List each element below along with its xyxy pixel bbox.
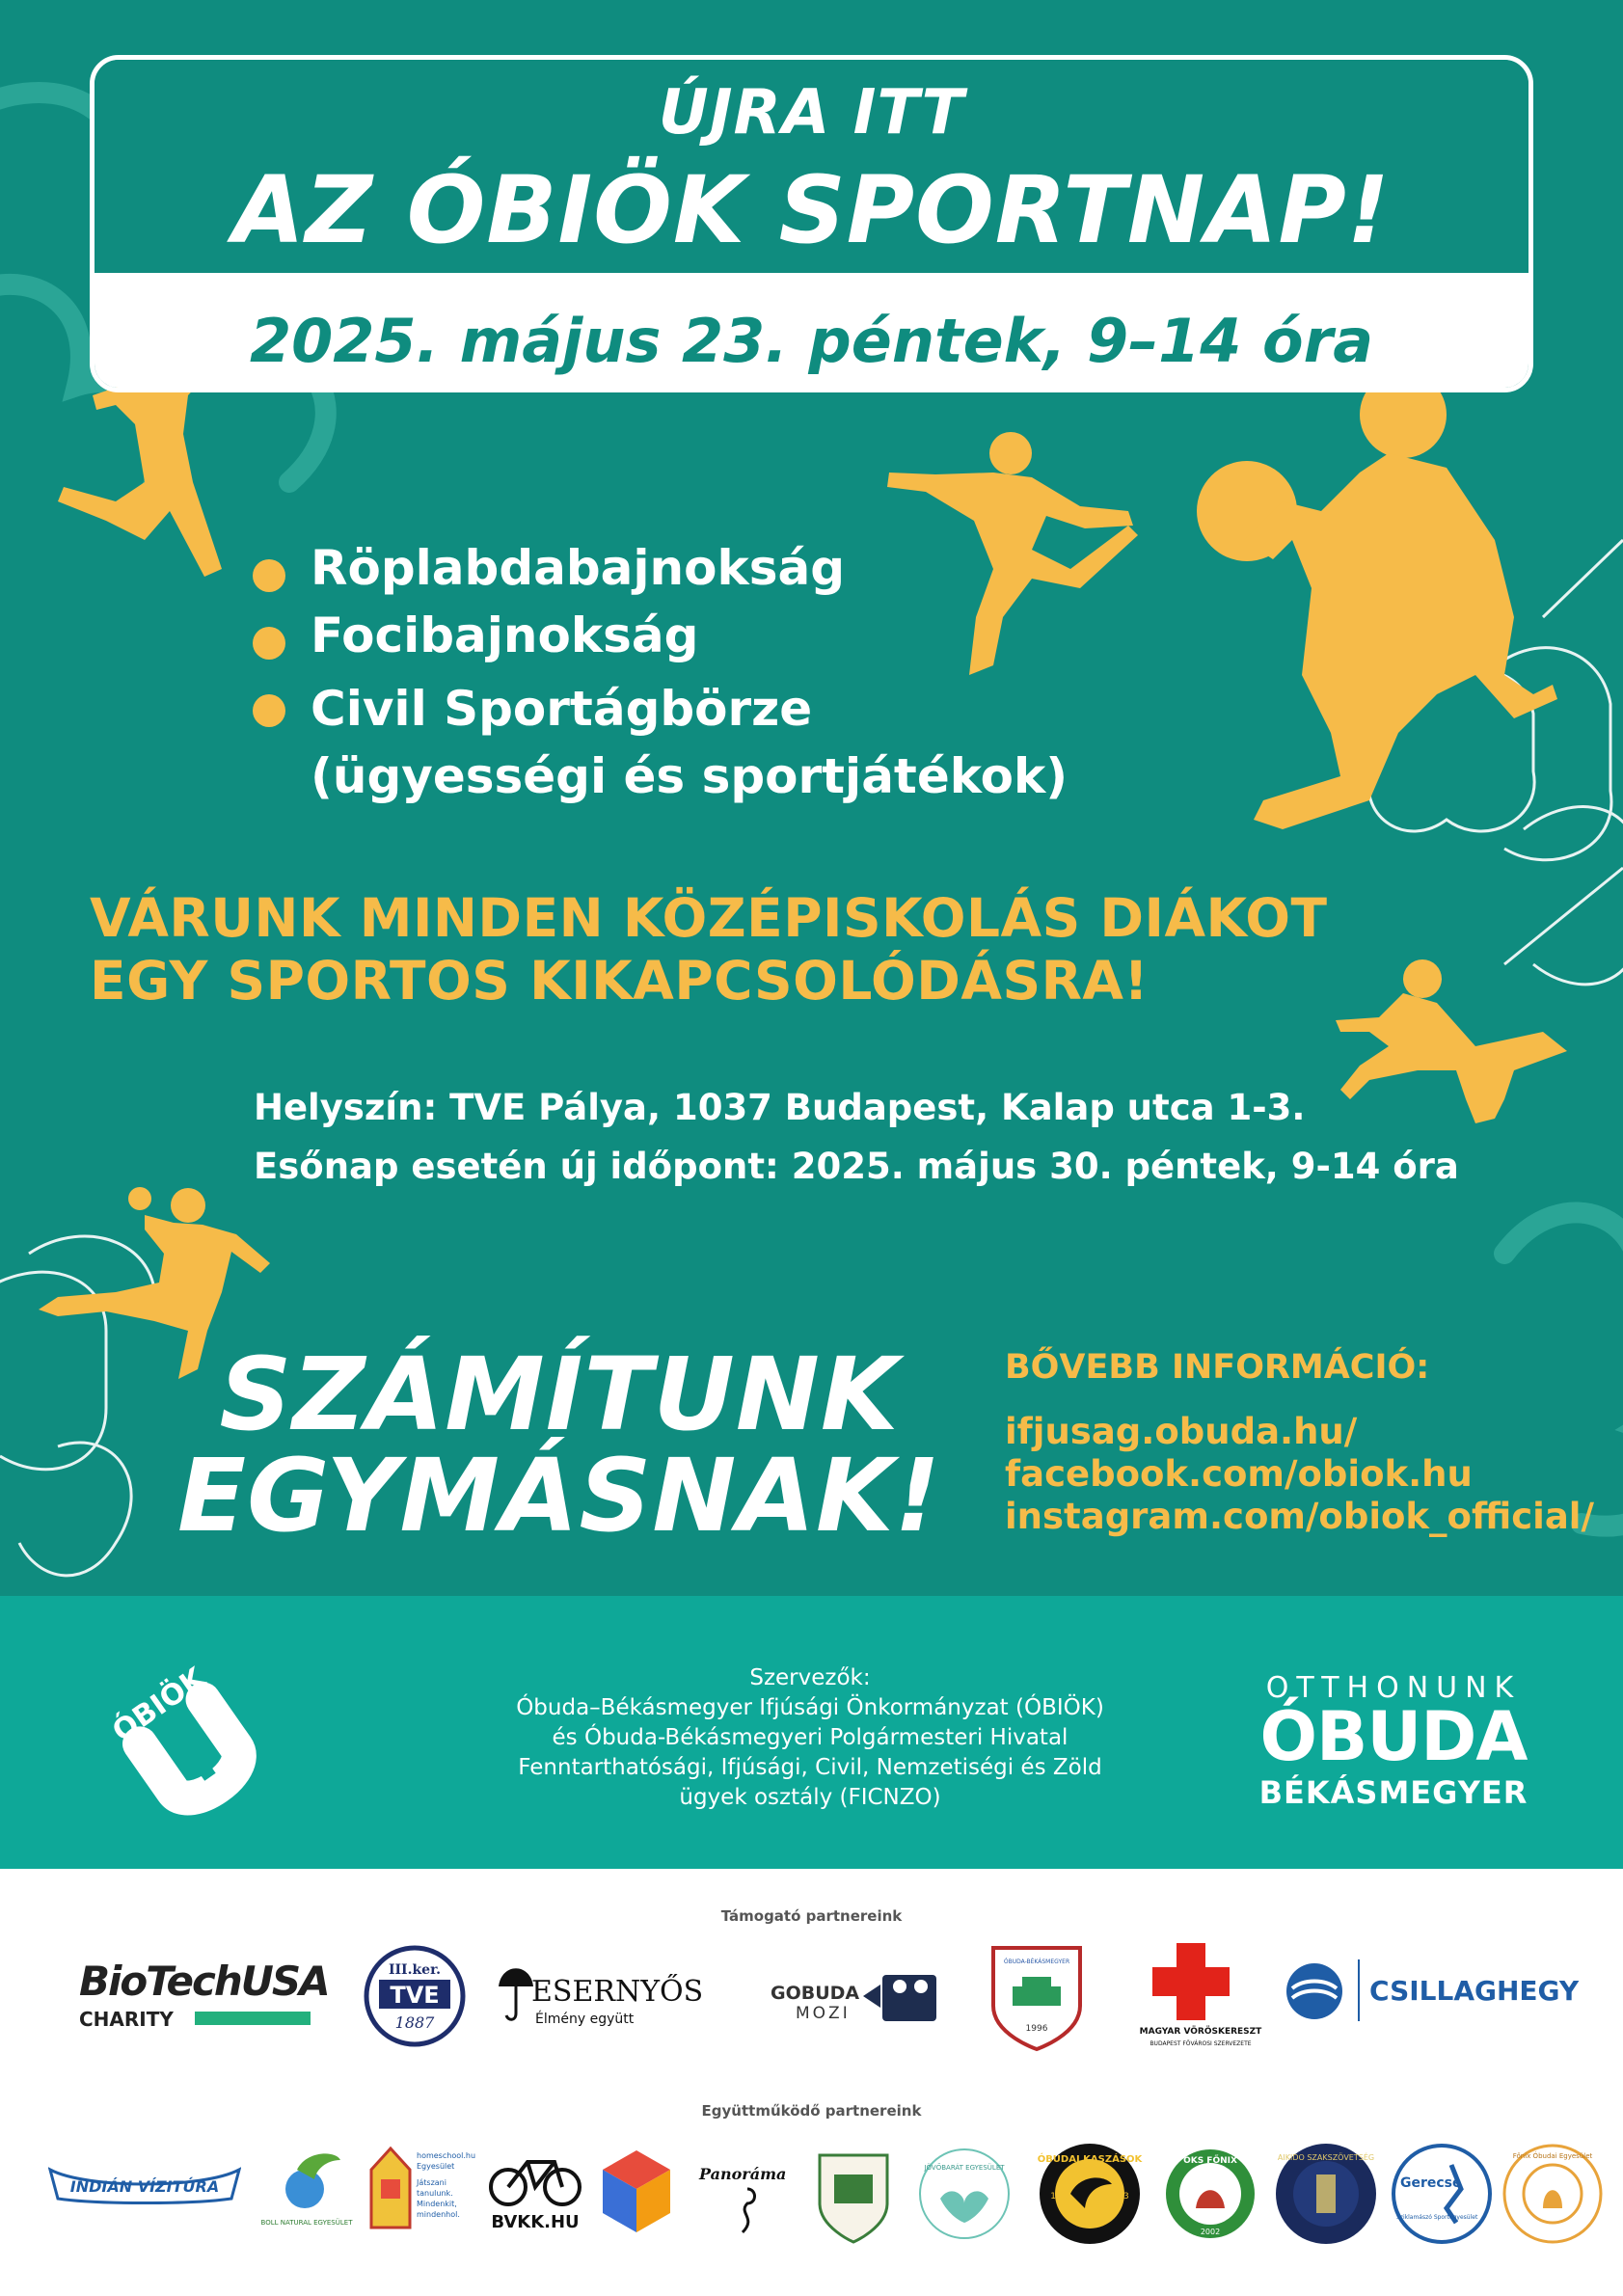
event-label: Röplabdabajnokság <box>311 540 846 596</box>
invite-line-1: VÁRUNK MINDEN KÖZÉPISKOLÁS DIÁKOT <box>90 887 1328 949</box>
bullet-dot-icon <box>253 559 285 592</box>
kaszasok-logo <box>1037 2141 1143 2247</box>
svg-text:93: 93 <box>1118 2192 1129 2201</box>
fonix-association-logo <box>1500 2141 1606 2247</box>
date-banner <box>95 273 1528 392</box>
list-item <box>253 608 1121 675</box>
list-item <box>253 675 1121 810</box>
cube-logo <box>598 2146 675 2237</box>
csillaghegy-logo: CSILLAGHEGY <box>1285 1958 1574 2025</box>
obuda-logo-main: ÓBUDA <box>1259 1697 1528 1776</box>
supporters-title: Támogató partnereink <box>720 1907 903 1925</box>
jovobarat-logo: JÖVŐBARÁT EGYESÜLET <box>911 2141 1017 2247</box>
title-banner <box>95 60 1528 273</box>
bvkk-logo: BVKK.HU <box>482 2150 588 2237</box>
event-label: Civil Sportágbörze (ügyességi és sportjátékok) <box>311 681 1068 804</box>
red-cross-logo: MAGYAR VÖRÖSKERESZT BUDAPEST FŐVÁROSI SZERVEZETE <box>1128 1938 1273 2054</box>
film-icon <box>863 1967 940 2025</box>
tve-logo <box>362 1943 468 2049</box>
event-label: Focibajnokság <box>311 608 699 663</box>
ambulance-station-logo <box>984 1938 1090 2054</box>
website-link[interactable]: ifjusag.obuda.hu/ <box>1005 1411 1358 1452</box>
venue-text: Helyszín: TVE Pálya, 1037 Budapest, Kalap utca 1-3. <box>254 1087 1306 1128</box>
organizer-line: és Óbuda-Békásmegyeri Polgármesteri Hivatal <box>552 1725 1068 1750</box>
wave-icon <box>1285 1961 1344 2021</box>
invite-line-2: EGY SPORTOS KIKAPCSOLÓDÁSRA! <box>90 950 1150 1012</box>
climber-icon <box>1389 2141 1495 2247</box>
svg-text:INDIÁN VÍZITÚRA: INDIÁN VÍZITÚRA <box>69 2177 220 2196</box>
svg-text:ÓKS FŐNIX: ÓKS FŐNIX <box>1183 2156 1237 2166</box>
more-info-title: BŐVEBB INFORMÁCIÓ: <box>1005 1348 1430 1387</box>
svg-text:19: 19 <box>1050 2192 1062 2201</box>
slogan-line-2: EGYMÁSNAK! <box>177 1437 941 1554</box>
bullet-dot-icon <box>253 694 285 727</box>
organizer-line: ügyek osztály (FICNZO) <box>679 1785 941 1810</box>
svg-text:ÓBUDAI KASZÁSOK: ÓBUDAI KASZÁSOK <box>1037 2154 1143 2165</box>
instagram-link[interactable]: instagram.com/obiok_official/ <box>1005 1496 1595 1537</box>
leaf-icon <box>268 2150 345 2218</box>
school-crest-logo <box>805 2141 902 2247</box>
svg-text:1887: 1887 <box>394 2013 435 2032</box>
organizers-title: Szervezők: <box>749 1665 871 1690</box>
red-cross-icon <box>1148 1938 1234 2025</box>
obuda-logo-top: OTTHONUNK <box>1265 1671 1522 1705</box>
indian-vizitura-logo <box>48 2160 241 2208</box>
organizer-line: Fenntarthatósági, Ifjúsági, Civil, Nemzetiségi és Zöld <box>518 1755 1102 1780</box>
slogan-line-1: SZÁMÍTUNK <box>219 1336 900 1453</box>
title-box <box>90 55 1533 392</box>
svg-text:2002: 2002 <box>1200 2228 1221 2236</box>
obuda-logo-sub: BÉKÁSMEGYER <box>1258 1774 1528 1811</box>
svg-text:Főnix Óbudai Egyesület: Főnix Óbudai Egyesület <box>1512 2152 1593 2160</box>
gerecse-logo: Gerecse Sziklamászó Sportegyesület <box>1389 2141 1495 2247</box>
svg-text:III.ker.: III.ker. <box>388 1962 442 1978</box>
facebook-link[interactable]: facebook.com/obiok.hu <box>1005 1453 1473 1495</box>
title-line-2: AZ ÓBIÖK SPORTNAP! <box>232 156 1391 264</box>
svg-text:1996: 1996 <box>1025 2024 1048 2034</box>
event-date: 2025. május 23. péntek, 9–14 óra <box>249 306 1374 376</box>
event-list <box>253 540 1121 810</box>
svg-text:ÓBIÖK: ÓBIÖK <box>106 1661 212 1749</box>
biotech-logo: BioTechUSA CHARITY <box>79 1958 329 2031</box>
svg-text:ÓBUDA-BÉKÁSMEGYER: ÓBUDA-BÉKÁSMEGYER <box>1003 1958 1070 1965</box>
mozi-logo: GOBUDA MOZI <box>767 1958 940 2035</box>
homeschool-logo: homeschool.hu Egyesület Játszani tanulunk. Mindenkit, mindenhol. <box>366 2141 473 2247</box>
svg-text:TVE: TVE <box>390 1982 440 2009</box>
rain-date-text: Esőnap esetén új időpont: 2025. május 30. péntek, 9-14 óra <box>254 1146 1459 1187</box>
cooperators-title: Együttműködő partnereink <box>701 2102 922 2120</box>
house-icon <box>366 2141 415 2237</box>
oks-fonix-logo <box>1162 2146 1258 2242</box>
hands-icon <box>916 2146 1013 2242</box>
umbrella-icon <box>497 1958 535 2025</box>
title-line-1: ÚJRA ITT <box>658 77 965 149</box>
bullet-dot-icon <box>253 627 285 660</box>
dancer-icon <box>723 2184 771 2237</box>
natural-logo: BOLL NATURAL EGYESÜLET <box>258 2146 355 2232</box>
obiok-logo <box>92 1659 284 1832</box>
panorama-logo: Panoráma <box>694 2146 791 2242</box>
svg-text:AIKIDO SZAKSZÖVETSÉG: AIKIDO SZAKSZÖVETSÉG <box>1277 2153 1375 2162</box>
bicycle-icon <box>487 2150 583 2208</box>
organizers-text <box>381 1663 1239 1813</box>
aikido-logo <box>1273 2141 1379 2247</box>
esernyos-logo: ESERNYŐS Élmény együtt <box>497 1958 709 2035</box>
organizer-line: Óbuda–Békásmegyer Ifjúsági Önkormányzat (ÓBIÖK) <box>516 1695 1104 1720</box>
list-item <box>253 540 1121 608</box>
